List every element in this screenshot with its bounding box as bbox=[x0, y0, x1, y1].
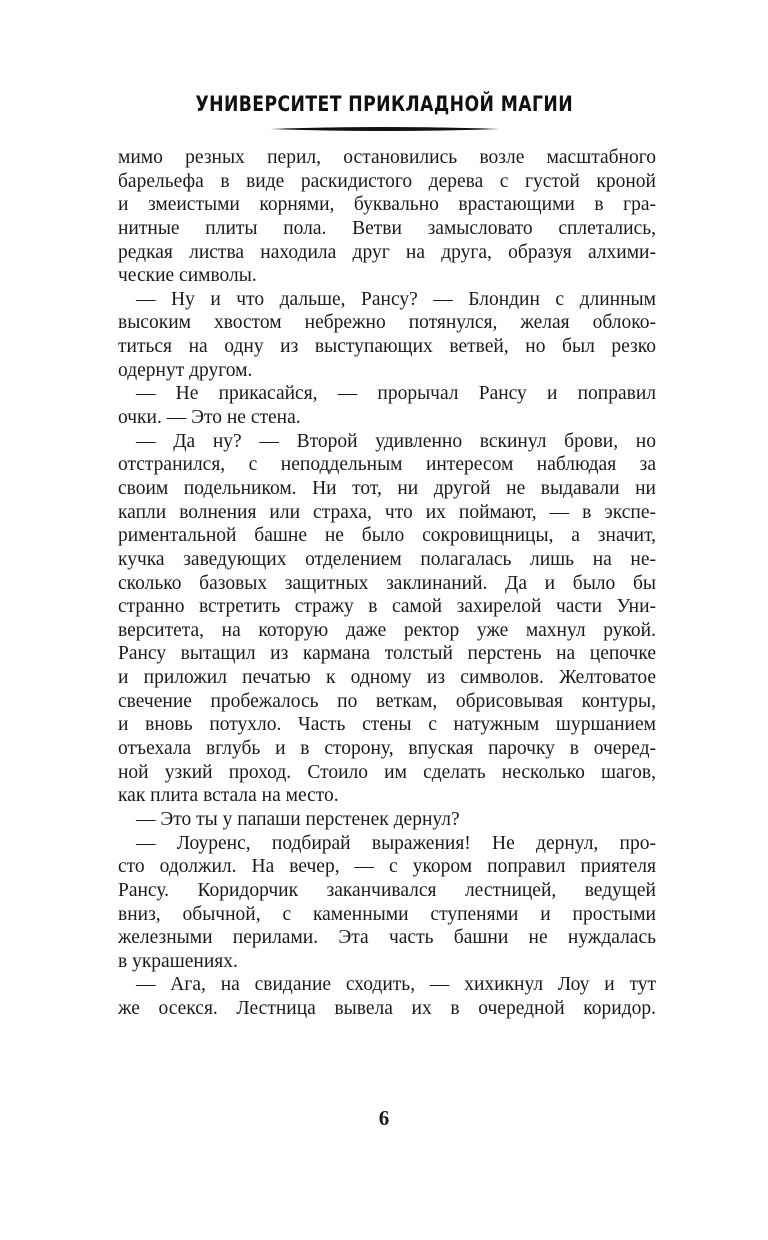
text-line: верситета, на которую даже ректор уже махнул рукой. bbox=[118, 619, 656, 641]
text-line: — Не прикасайся, — прорычал Рансу и поправил bbox=[136, 383, 656, 405]
running-header bbox=[0, 92, 768, 116]
book-title: УНИВЕРСИТЕТ ПРИКЛАДНОЙ МАГИИ bbox=[195, 92, 573, 116]
text-line: мимо резных перил, остановились возле масштабного bbox=[118, 147, 656, 168]
text-line: вниз, обычной, с каменными ступенями и простыми bbox=[118, 903, 656, 925]
text-line: редкая листва находила друг на друга, образуя алхими- bbox=[118, 241, 656, 263]
text-line: же осекся. Лестница вывела их в очередной коридор. bbox=[118, 998, 656, 1020]
text-line: отъехала вглубь и в сторону, впуская парочку в очеред- bbox=[118, 738, 656, 760]
text-line: Рансу. Коридорчик заканчивался лестницей, ведущей bbox=[118, 879, 656, 901]
text-line: высоким хвостом небрежно потянулся, желая облоко- bbox=[118, 312, 656, 334]
text-line: сто одолжил. На вечер, — с укором поправил приятеля bbox=[118, 856, 656, 878]
text-line: своим подельником. Ни тот, ни другой не выдавали ни bbox=[118, 477, 656, 499]
text-line: очки. — Это не стена. bbox=[118, 407, 301, 429]
text-line: титься на одну из выступающих ветвей, но был резко bbox=[118, 336, 656, 358]
text-line: ной узкий проход. Стоило им сделать несколько шагов, bbox=[118, 761, 656, 783]
text-line: риментальной башне не было сокровищницы, а значит, bbox=[118, 525, 656, 547]
text-line: — Это ты у папаши перстенек дернул? bbox=[136, 808, 460, 830]
text-line: и змеистыми корнями, буквально врастающими в гра- bbox=[118, 194, 656, 216]
text-line: кучка заведующих отделением полагалась лишь на не- bbox=[118, 548, 656, 570]
text-line: сколько базовых защитных заклинаний. Да и было бы bbox=[118, 572, 656, 594]
text-line: и вновь потухло. Часть стены с натужным шуршанием bbox=[118, 714, 656, 736]
text-line: в украшениях. bbox=[118, 950, 238, 972]
text-line: Рансу вытащил из кармана толстый перстень на цепочке bbox=[118, 643, 656, 665]
text-line: — Лоуренс, подбирай выражения! Не дернул, про- bbox=[136, 832, 656, 854]
text-line: свечение пробежалось по веткам, обрисовывая контуры, bbox=[118, 690, 656, 712]
text-line: как плита встала на место. bbox=[118, 785, 339, 807]
text-line: — Да ну? — Второй удивленно вскинул брови, но bbox=[136, 430, 656, 452]
header-rule bbox=[270, 126, 500, 132]
text-line: ческие символы. bbox=[118, 265, 257, 287]
page-number: 6 bbox=[378, 1106, 390, 1130]
text-line: барельефа в виде раскидистого дерева с густой кроной bbox=[118, 170, 656, 192]
text-line: железными перилами. Эта часть башни не нуждалась bbox=[118, 927, 656, 949]
text-line: — Ну и что дальше, Рансу? — Блондин с длинным bbox=[136, 288, 656, 310]
text-line: одернут другом. bbox=[118, 359, 253, 381]
text-line: капли волнения или страха, что их поймают, — в экспе- bbox=[118, 501, 656, 523]
text-line: и приложил печатью к одному из символов. Желтоватое bbox=[118, 667, 656, 689]
body-text bbox=[118, 146, 656, 1021]
text-line: нитные плиты пола. Ветви замысловато сплетались, bbox=[118, 217, 656, 239]
text-line: — Ага, на свидание сходить, — хихикнул Лоу и тут bbox=[136, 974, 656, 996]
text-line: отстранился, с неподдельным интересом наблюдая за bbox=[118, 454, 656, 476]
text-line: странно встретить стражу в самой захирелой части Уни- bbox=[118, 596, 656, 618]
